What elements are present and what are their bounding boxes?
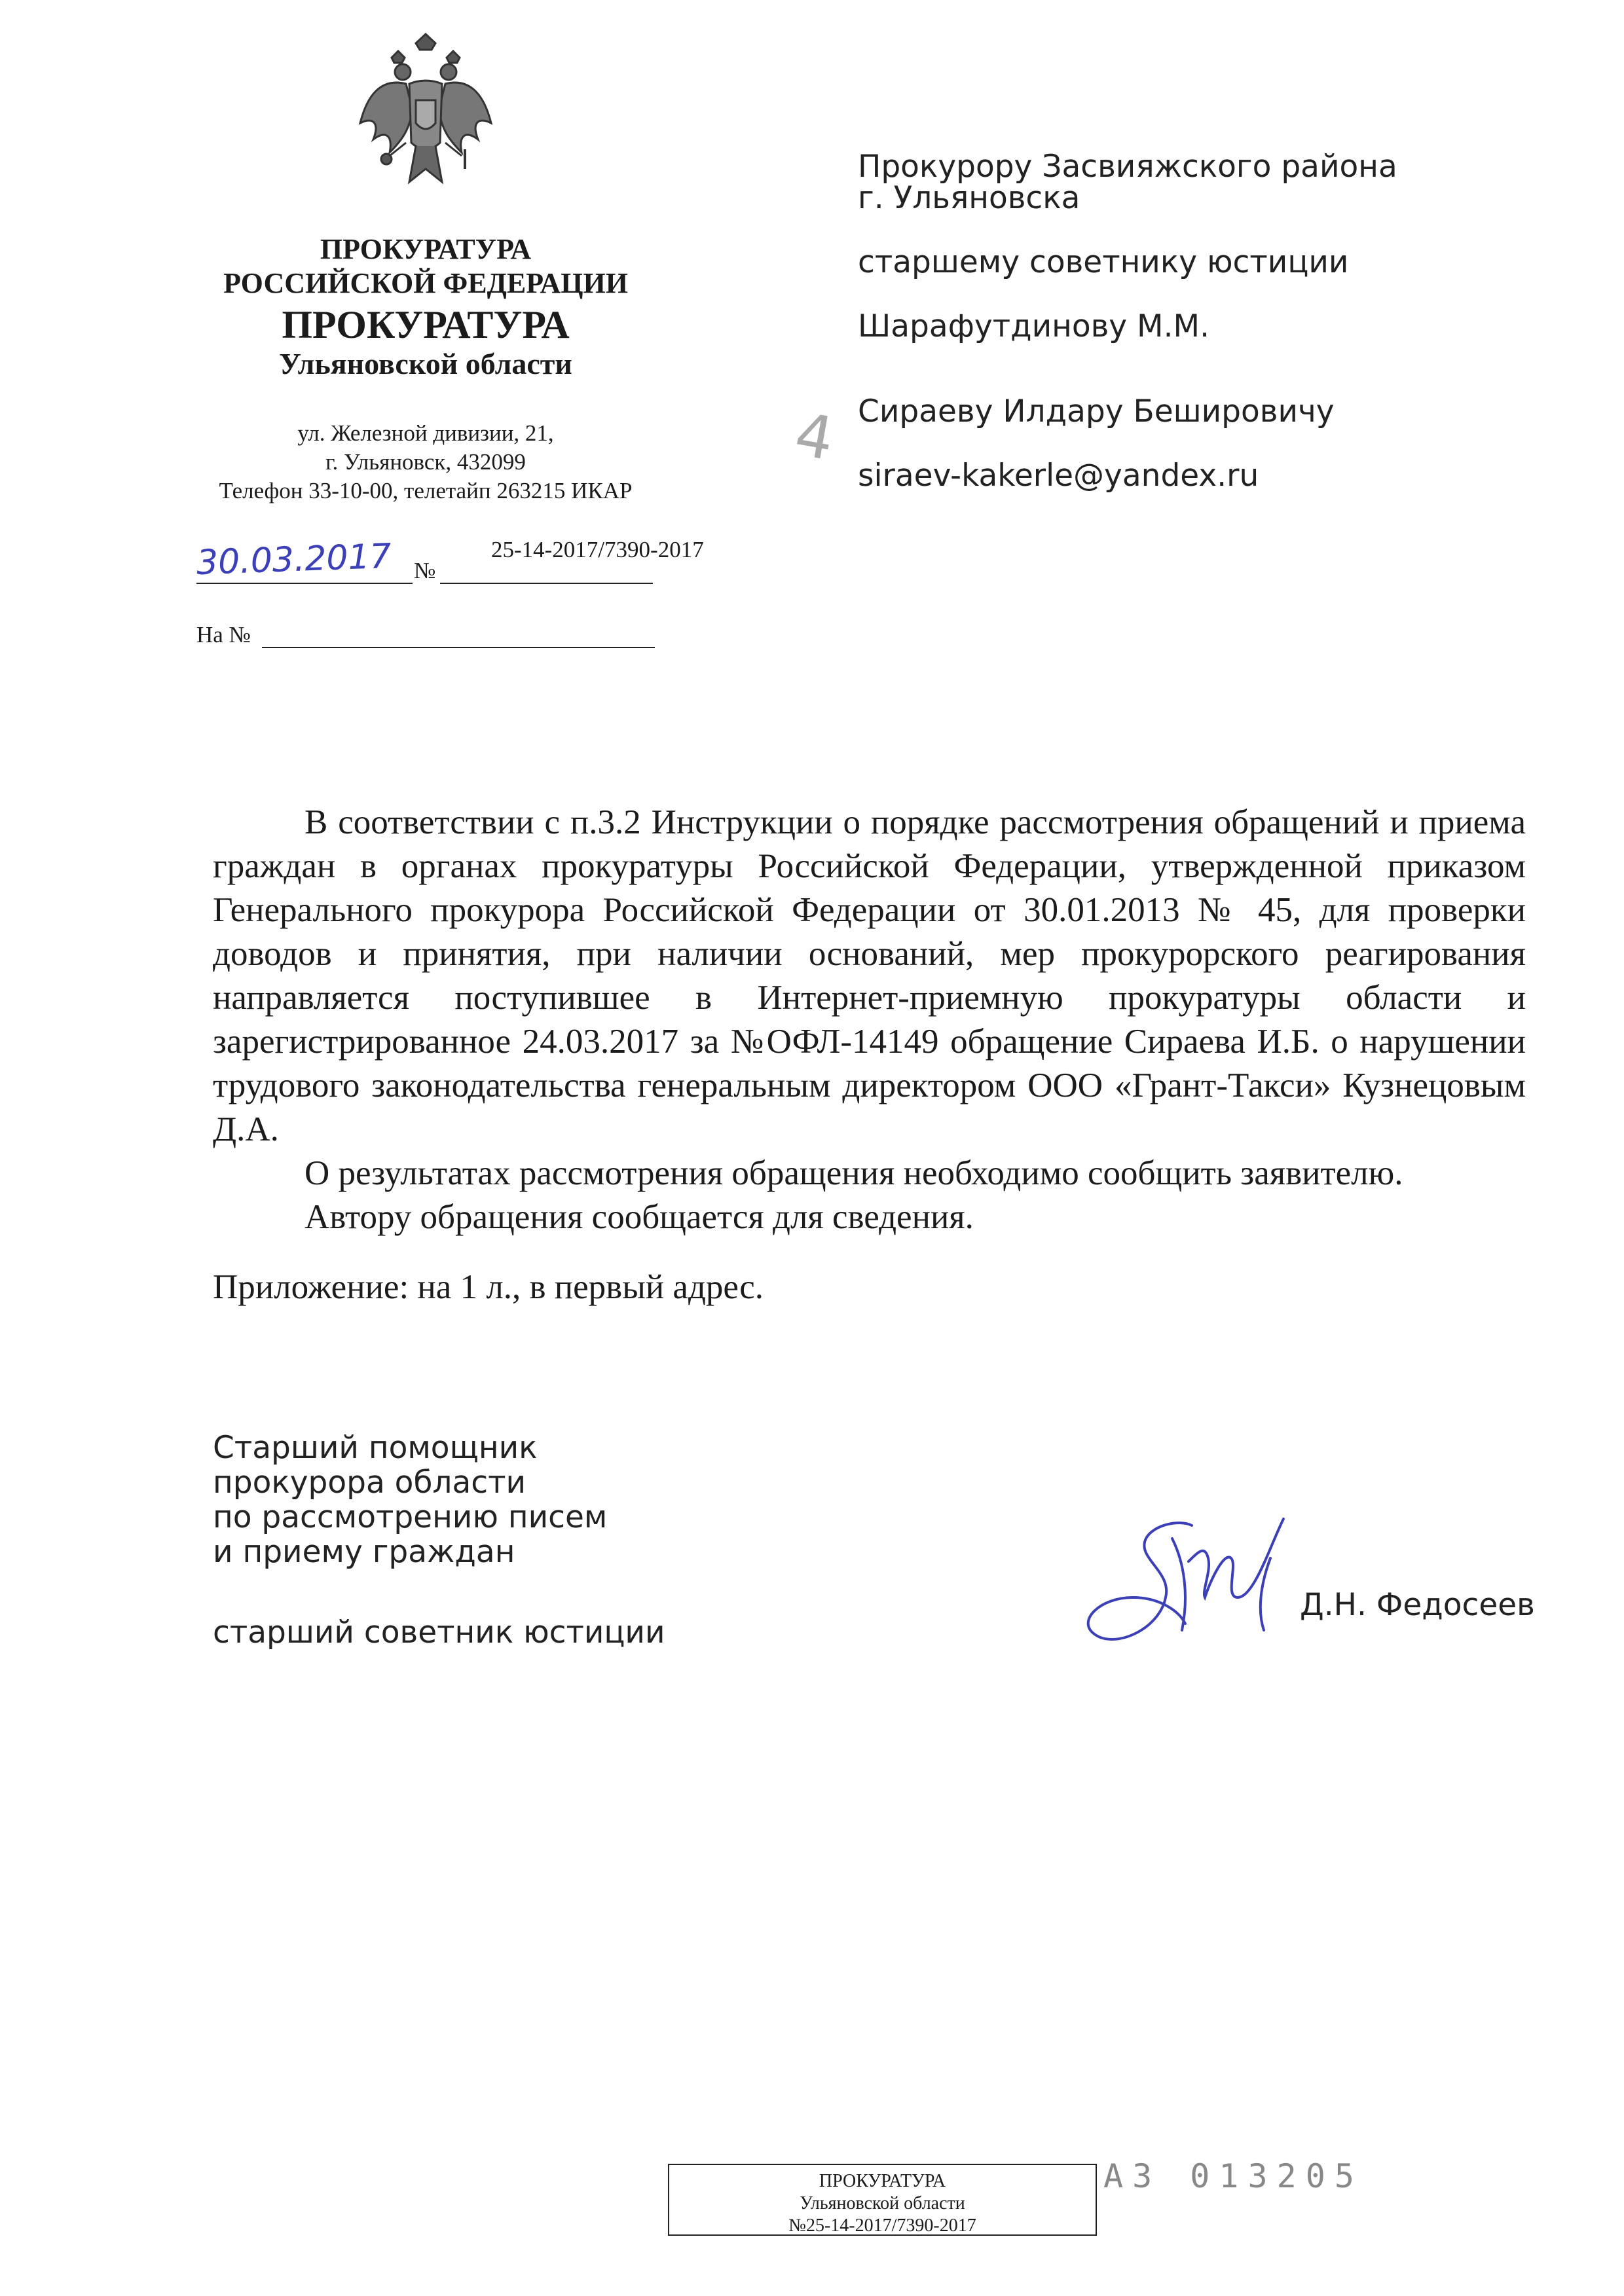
letterhead [164, 232, 688, 382]
org-name-line2: РОССИЙСКОЙ ФЕДЕРАЦИИ [223, 267, 628, 299]
recipient-line1: Прокурору Засвияжского района [858, 149, 1397, 185]
signatory-title-line1: Старший помощник [213, 1430, 538, 1466]
date-handwritten: 30.03.2017 [196, 536, 392, 583]
stamp-line1: ПРОКУРАТУРА [819, 2171, 946, 2191]
body-paragraph3: Автору обращения сообщается для сведения. [304, 1198, 974, 1236]
double-headed-eagle-icon [354, 31, 498, 195]
address-line1: ул. Железной дивизии, 21, [297, 420, 554, 446]
body-paragraph1: В соответствии с п.3.2 Инструкции о порядке рассмотрения обращений и приема граждан в органах прокуратуры Российской Федерации, утвержденной приказом Генерального прокурора Российской Федерации от 30.01.2013 № 45, для проверки доводов и принятия, при наличии оснований, мер прокурорского реагирования направляется поступившее в Интернет-приемную прокуратуры области и зарегистрированное 24.03.2017 за №ОФЛ-14149 обращение Сираева И.Б. о нарушении трудового законодательства генеральным директором ООО «Грант-Такси» Кузнецовым Д.А. [213, 803, 1526, 1148]
recipient-line3: старшему советнику юстиции [858, 244, 1349, 280]
phone-line: Телефон 33-10-00, телетайп 263215 ИКАР [219, 478, 633, 503]
signatory-name: Д.Н. Федосеев [1300, 1587, 1535, 1623]
org-name-line3: ПРОКУРАТУРА [282, 303, 570, 346]
form-serial-number: АЗ 013205 [1103, 2157, 1363, 2195]
reference-underline [262, 647, 655, 648]
signatory-title [213, 1430, 665, 1650]
outgoing-number: 25-14-2017/7390-2017 [491, 537, 704, 562]
recipient-email: siraev-kakerle@yandex.ru [858, 458, 1259, 494]
registration-stamp [668, 2164, 1097, 2236]
number-underline [440, 583, 653, 584]
recipient-line4: Шарафутдинову М.М. [858, 308, 1210, 344]
org-name-line1: ПРОКУРАТУРА [320, 233, 532, 265]
reference-label: На № [196, 622, 251, 647]
address-line2: г. Ульяновск, 432099 [325, 449, 526, 475]
signatory-title-line3: по рассмотрению писем [213, 1499, 608, 1535]
attachment-note: Приложение: на 1 л., в первый адрес. [213, 1268, 764, 1306]
recipient-block [858, 149, 1513, 494]
signatory-title-line4: и приему граждан [213, 1534, 515, 1570]
org-address [164, 419, 688, 505]
letter-body [213, 801, 1526, 1309]
number-label: № [414, 558, 436, 583]
recipient-line5: Сираеву Илдару Бешировичу [858, 393, 1335, 429]
margin-mark: 4 [790, 399, 839, 475]
recipient-line2: г. Ульяновска [858, 180, 1080, 216]
stamp-line2: Ульяновской области [800, 2193, 965, 2214]
emblem [354, 31, 498, 195]
org-name-line4: Ульяновской области [279, 347, 572, 380]
handwritten-signature [1074, 1499, 1297, 1669]
signatory-title-line2: прокурора области [213, 1465, 526, 1501]
body-paragraph2: О результатах рассмотрения обращения необходимо сообщить заявителю. [304, 1154, 1403, 1192]
signatory-rank: старший советник юстиции [213, 1614, 665, 1650]
date-underline [196, 583, 413, 584]
stamp-line3: №25-14-2017/7390-2017 [788, 2215, 976, 2236]
